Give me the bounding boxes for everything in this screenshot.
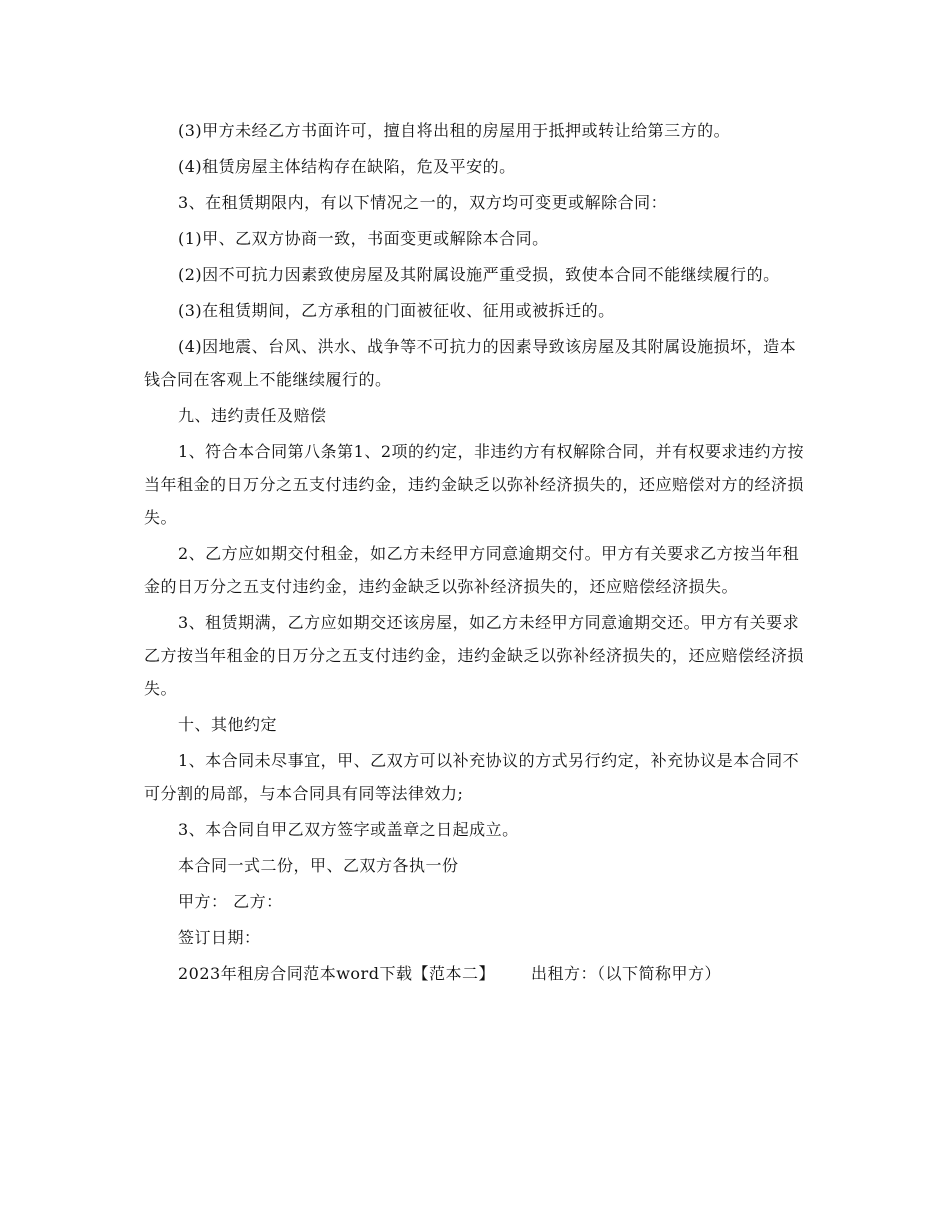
paragraph-other-3: 3、本合同自甲乙双方签字或盖章之日起成立。 xyxy=(178,820,519,839)
document-body xyxy=(144,114,810,993)
paragraph-final-line xyxy=(144,957,810,990)
paragraph-sign-date: 签订日期： xyxy=(178,928,261,947)
heading-section-10: 十、其他约定 xyxy=(178,715,278,734)
paragraph-parties: 甲方： 乙方： xyxy=(178,892,283,911)
paragraph-copies: 本合同一式二份，甲、乙双方各执一份 xyxy=(178,856,459,875)
paragraph-breach-1: 1、符合本合同第八条第1、2项的约定，非违约方有权解除合同，并有权要求违约方按当年租金的日万分之五支付违约金，违约金缺乏以弥补经济损失的，还应赔偿对方的经济损失。 xyxy=(144,442,805,527)
paragraph-section-3-change: 3、在租赁期限内，有以下情况之一的，双方均可变更或解除合同： xyxy=(178,193,668,212)
paragraph-item-4-disaster: (4)因地震、台风、洪水、战争等不可抗力的因素导致该房屋及其附属设施损坏，造本钱合同在客观上不能继续履行的。 xyxy=(144,337,797,389)
sample-two-title: 2023年租房合同范本word下载【范本二】 xyxy=(178,964,495,983)
paragraph-other-1: 1、本合同未尽事宜，甲、乙双方可以补充协议的方式另行约定，补充协议是本合同不可分割的局部，与本合同具有同等法律效力; xyxy=(144,751,800,803)
paragraph-item-1-agreement: (1)甲、乙双方协商一致，书面变更或解除本合同。 xyxy=(178,229,549,248)
heading-section-9: 九、违约责任及赔偿 xyxy=(178,406,327,425)
paragraph-breach-3: 3、租赁期满，乙方应如期交还该房屋，如乙方未经甲方同意逾期交还。甲方有关要求乙方按当年租金的日万分之五支付违约金，违约金缺乏以弥补经济损失的，还应赔偿经济损失。 xyxy=(144,613,805,698)
paragraph-clause-3-3: (3)甲方未经乙方书面许可，擅自将出租的房屋用于抵押或转让给第三方的。 xyxy=(178,121,731,140)
lessor-label: 出租方：（以下简称甲方） xyxy=(530,964,721,983)
paragraph-clause-4-structure: (4)租赁房屋主体结构存在缺陷，危及平安的。 xyxy=(178,157,516,176)
paragraph-item-3-expropriation: (3)在租赁期间，乙方承租的门面被征收、征用或被拆迁的。 xyxy=(178,301,615,320)
paragraph-breach-2: 2、乙方应如期交付租金，如乙方未经甲方同意逾期交付。甲方有关要求乙方按当年租金的日万分之五支付违约金，违约金缺乏以弥补经济损失的，还应赔偿经济损失。 xyxy=(144,544,800,596)
paragraph-item-2-force-majeure: (2)因不可抗力因素致使房屋及其附属设施严重受损，致使本合同不能继续履行的。 xyxy=(178,265,780,284)
